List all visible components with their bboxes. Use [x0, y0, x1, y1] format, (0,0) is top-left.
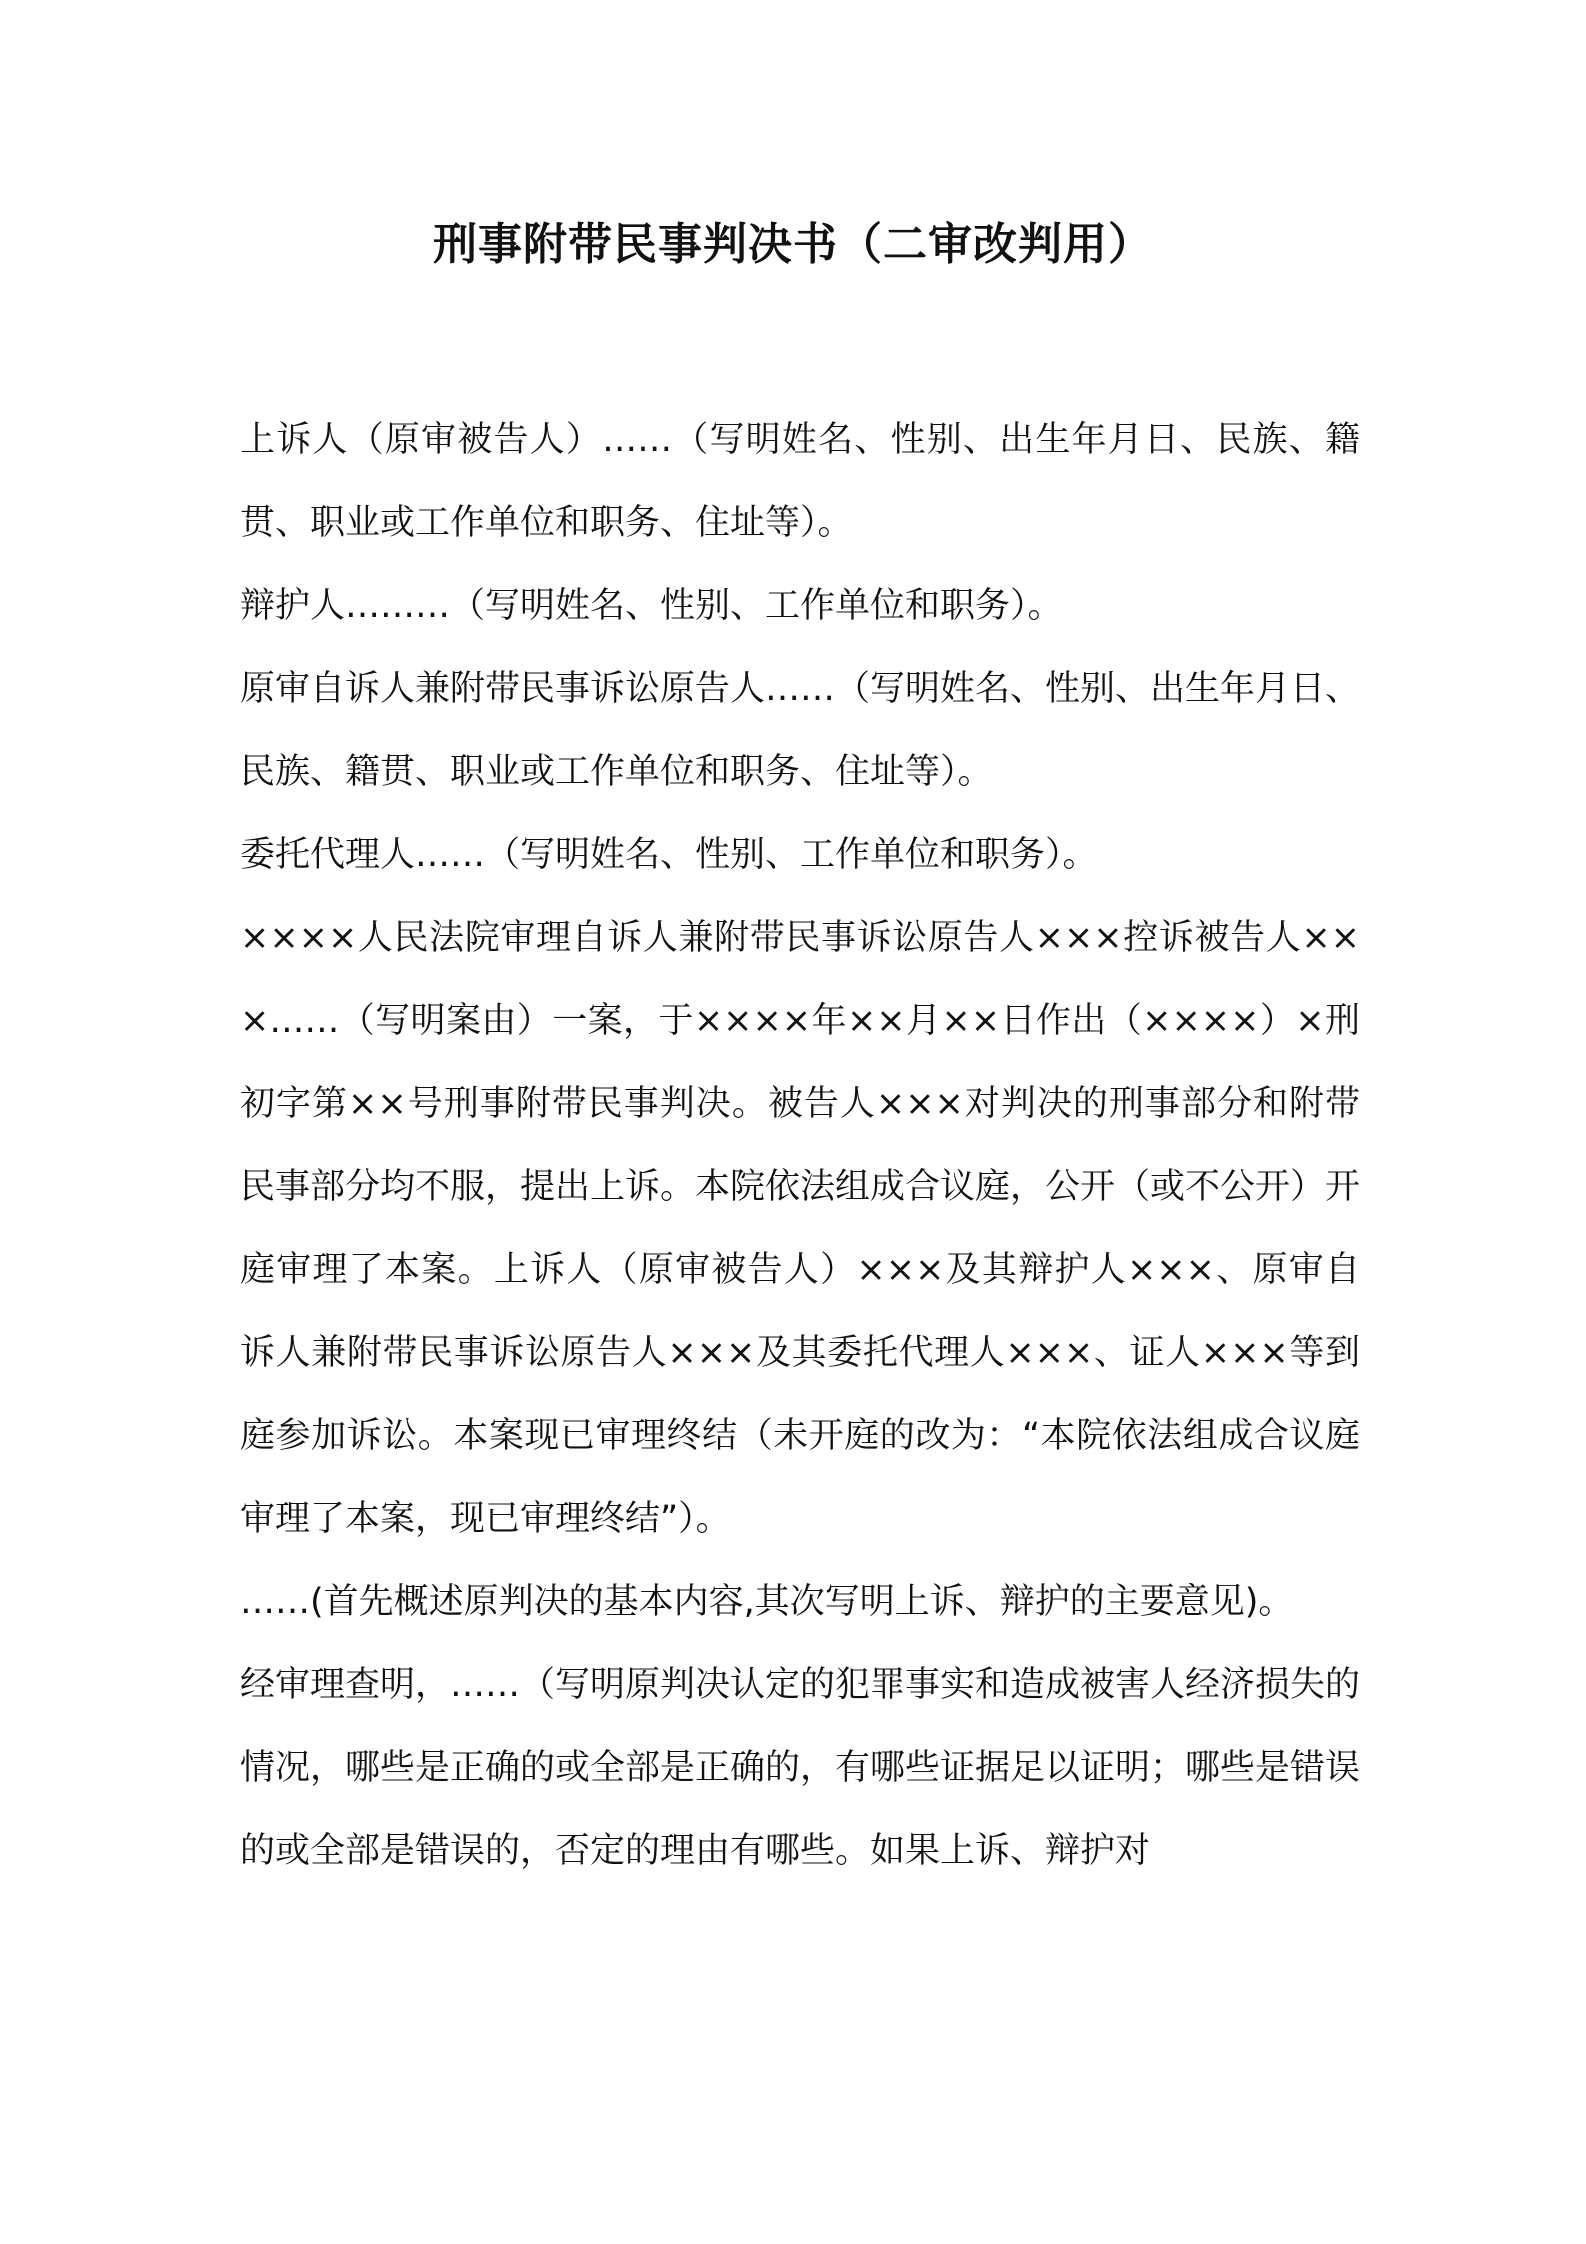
- document-body: [240, 399, 1360, 1893]
- paragraph-defender: 辩护人………（写明姓名、性别、工作单位和职务）。: [240, 586, 1063, 626]
- paragraph-appellant: 上诉人（原审被告人）……（写明姓名、性别、出生年月日、民族、籍贯、职业或工作单位和职务、住址等）。: [240, 420, 1360, 543]
- paragraph-case-history: ××××人民法院审理自诉人兼附带民事诉讼原告人×××控诉被告人×××……（写明案由）一案，于××××年××月××日作出（××××）×刑初字第××号刑事附带民事判决。被告人×××对判决的刑事部分和附带民事部分均不服，提出上诉。本院依法组成合议庭，公开（或不公开）开庭审理了本案。上诉人（原审被告人）×××及其辩护人×××、原审自诉人兼附带民事诉讼原告人×××及其委托代理人×××、证人×××等到庭参加诉讼。本案现已审理终结（未开庭的改为：“本院依法组成合议庭审理了本案，现已审理终结”）。: [240, 918, 1361, 1539]
- document-title: 刑事附带民事判决书（二审改判用）: [433, 219, 1153, 270]
- paragraph-summary: ……(首先概述原判决的基本内容,其次写明上诉、辩护的主要意见)。: [240, 1582, 1294, 1622]
- paragraph-original-plaintiff: 原审自诉人兼附带民事诉讼原告人……（写明姓名、性别、出生年月日、民族、籍贯、职业或工作单位和职务、住址等）。: [240, 669, 1361, 792]
- paragraph-agent: 委托代理人……（写明姓名、性别、工作单位和职务）。: [240, 835, 1098, 875]
- paragraph-findings: 经审理查明，……（写明原判决认定的犯罪事实和造成被害人经济损失的情况，哪些是正确的或全部是正确的，有哪些证据足以证明；哪些是错误的或全部是错误的，否定的理由有哪些。如果上诉、辩护对: [240, 1665, 1361, 1871]
